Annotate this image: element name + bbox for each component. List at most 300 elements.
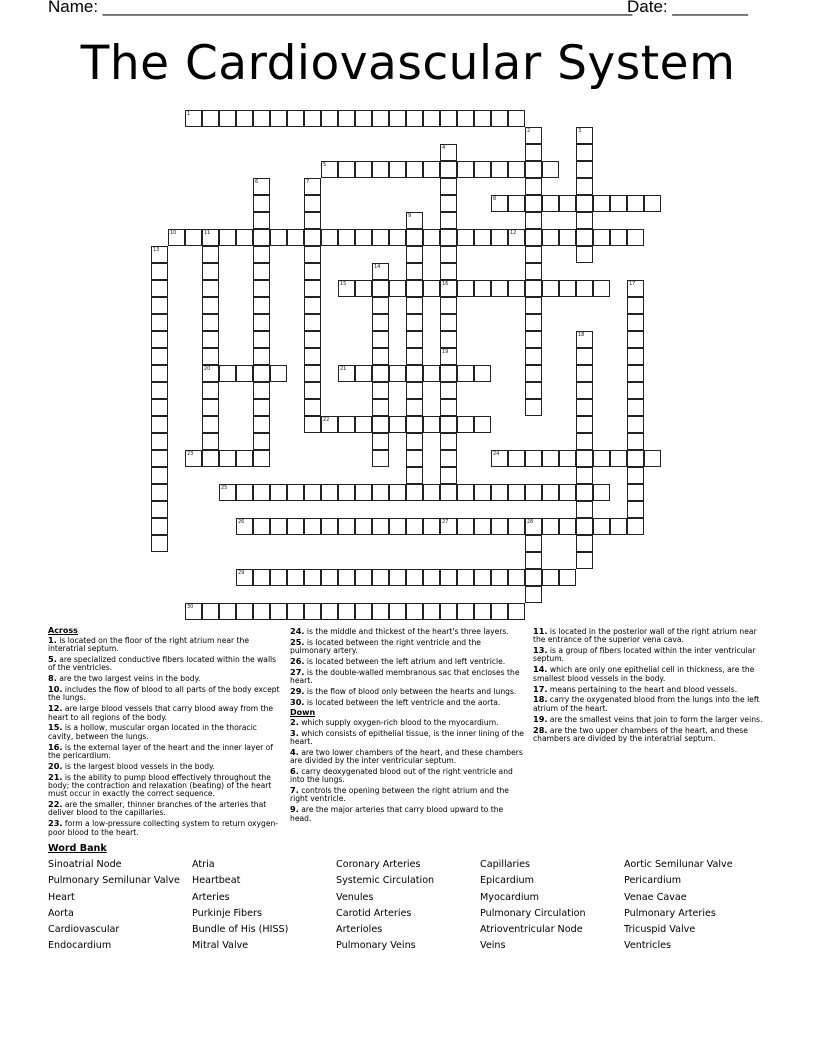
crossword-cell[interactable] [593, 484, 610, 501]
crossword-cell[interactable] [372, 603, 389, 620]
crossword-cell[interactable] [491, 161, 508, 178]
crossword-cell[interactable] [627, 331, 644, 348]
crossword-cell[interactable] [440, 382, 457, 399]
crossword-cell[interactable] [576, 552, 593, 569]
crossword-cell[interactable] [236, 229, 253, 246]
crossword-cell[interactable] [355, 110, 372, 127]
crossword-cell[interactable] [304, 246, 321, 263]
crossword-cell[interactable] [491, 603, 508, 620]
crossword-cell[interactable] [440, 314, 457, 331]
crossword-cell[interactable] [457, 603, 474, 620]
crossword-cell[interactable] [440, 569, 457, 586]
crossword-cell[interactable] [559, 280, 576, 297]
crossword-cell[interactable] [151, 331, 168, 348]
crossword-cell[interactable] [559, 569, 576, 586]
crossword-cell[interactable] [474, 484, 491, 501]
crossword-cell[interactable] [406, 348, 423, 365]
crossword-cell[interactable] [236, 365, 253, 382]
crossword-cell[interactable] [491, 195, 508, 212]
crossword-cell[interactable] [372, 280, 389, 297]
crossword-cell[interactable] [270, 518, 287, 535]
crossword-cell[interactable] [202, 331, 219, 348]
crossword-cell[interactable] [525, 144, 542, 161]
crossword-cell[interactable] [627, 484, 644, 501]
crossword-cell[interactable] [287, 229, 304, 246]
crossword-cell[interactable] [372, 314, 389, 331]
crossword-cell[interactable] [457, 161, 474, 178]
crossword-cell[interactable] [440, 518, 457, 535]
crossword-cell[interactable] [423, 416, 440, 433]
crossword-cell[interactable] [440, 212, 457, 229]
crossword-cell[interactable] [372, 450, 389, 467]
crossword-cell[interactable] [559, 229, 576, 246]
crossword-cell[interactable] [474, 569, 491, 586]
crossword-cell[interactable] [525, 212, 542, 229]
crossword-cell[interactable] [406, 297, 423, 314]
crossword-cell[interactable] [304, 212, 321, 229]
crossword-cell[interactable] [542, 518, 559, 535]
crossword-cell[interactable] [253, 450, 270, 467]
crossword-cell[interactable] [576, 518, 593, 535]
crossword-cell[interactable] [593, 195, 610, 212]
crossword-cell[interactable] [287, 518, 304, 535]
crossword-cell[interactable] [219, 484, 236, 501]
crossword-cell[interactable] [151, 433, 168, 450]
crossword-cell[interactable] [474, 110, 491, 127]
crossword-cell[interactable] [202, 399, 219, 416]
crossword-cell[interactable] [423, 280, 440, 297]
crossword-cell[interactable] [355, 569, 372, 586]
crossword-cell[interactable] [627, 433, 644, 450]
crossword-cell[interactable] [406, 518, 423, 535]
crossword-cell[interactable] [355, 229, 372, 246]
crossword-cell[interactable] [372, 382, 389, 399]
crossword-cell[interactable] [253, 331, 270, 348]
crossword-cell[interactable] [457, 280, 474, 297]
crossword-cell[interactable] [304, 195, 321, 212]
crossword-cell[interactable] [627, 195, 644, 212]
crossword-cell[interactable] [338, 110, 355, 127]
crossword-cell[interactable] [304, 484, 321, 501]
crossword-cell[interactable] [253, 348, 270, 365]
crossword-cell[interactable] [372, 331, 389, 348]
crossword-cell[interactable] [491, 450, 508, 467]
crossword-cell[interactable] [372, 297, 389, 314]
crossword-cell[interactable] [202, 450, 219, 467]
crossword-cell[interactable] [202, 229, 219, 246]
crossword-cell[interactable] [576, 144, 593, 161]
crossword-cell[interactable] [389, 518, 406, 535]
crossword-cell[interactable] [202, 416, 219, 433]
crossword-cell[interactable] [168, 229, 185, 246]
crossword-cell[interactable] [236, 518, 253, 535]
crossword-cell[interactable] [389, 229, 406, 246]
crossword-cell[interactable] [491, 280, 508, 297]
crossword-cell[interactable] [542, 484, 559, 501]
crossword-cell[interactable] [389, 161, 406, 178]
crossword-cell[interactable] [508, 229, 525, 246]
crossword-cell[interactable] [440, 416, 457, 433]
crossword-cell[interactable] [253, 297, 270, 314]
crossword-cell[interactable] [440, 467, 457, 484]
crossword-cell[interactable] [372, 161, 389, 178]
crossword-cell[interactable] [185, 450, 202, 467]
crossword-cell[interactable] [202, 110, 219, 127]
crossword-cell[interactable] [355, 416, 372, 433]
crossword-cell[interactable] [389, 365, 406, 382]
crossword-cell[interactable] [576, 229, 593, 246]
crossword-cell[interactable] [406, 246, 423, 263]
crossword-cell[interactable] [491, 110, 508, 127]
crossword-cell[interactable] [576, 195, 593, 212]
crossword-cell[interactable] [253, 229, 270, 246]
crossword-cell[interactable] [576, 331, 593, 348]
crossword-cell[interactable] [253, 569, 270, 586]
crossword-cell[interactable] [627, 280, 644, 297]
crossword-cell[interactable] [304, 518, 321, 535]
crossword-cell[interactable] [440, 161, 457, 178]
crossword-cell[interactable] [525, 382, 542, 399]
crossword-cell[interactable] [219, 229, 236, 246]
crossword-cell[interactable] [338, 603, 355, 620]
crossword-cell[interactable] [525, 297, 542, 314]
crossword-cell[interactable] [389, 280, 406, 297]
crossword-cell[interactable] [219, 365, 236, 382]
crossword-cell[interactable] [627, 416, 644, 433]
crossword-cell[interactable] [559, 518, 576, 535]
crossword-cell[interactable] [576, 212, 593, 229]
crossword-cell[interactable] [525, 535, 542, 552]
crossword-cell[interactable] [406, 382, 423, 399]
crossword-cell[interactable] [304, 416, 321, 433]
crossword-cell[interactable] [236, 484, 253, 501]
crossword-cell[interactable] [542, 569, 559, 586]
crossword-cell[interactable] [389, 110, 406, 127]
crossword-cell[interactable] [304, 297, 321, 314]
crossword-cell[interactable] [202, 348, 219, 365]
crossword-cell[interactable] [525, 263, 542, 280]
crossword-cell[interactable] [525, 484, 542, 501]
crossword-cell[interactable] [627, 314, 644, 331]
crossword-cell[interactable] [440, 603, 457, 620]
crossword-cell[interactable] [202, 433, 219, 450]
crossword-cell[interactable] [525, 331, 542, 348]
crossword-cell[interactable] [219, 110, 236, 127]
crossword-cell[interactable] [253, 399, 270, 416]
crossword-cell[interactable] [627, 348, 644, 365]
crossword-cell[interactable] [406, 110, 423, 127]
crossword-cell[interactable] [338, 416, 355, 433]
crossword-cell[interactable] [151, 416, 168, 433]
crossword-cell[interactable] [440, 348, 457, 365]
crossword-cell[interactable] [627, 365, 644, 382]
crossword-cell[interactable] [593, 229, 610, 246]
crossword-cell[interactable] [372, 416, 389, 433]
crossword-cell[interactable] [525, 586, 542, 603]
crossword-cell[interactable] [525, 365, 542, 382]
crossword-cell[interactable] [406, 331, 423, 348]
crossword-cell[interactable] [321, 569, 338, 586]
crossword-cell[interactable] [389, 569, 406, 586]
crossword-cell[interactable] [389, 603, 406, 620]
crossword-cell[interactable] [304, 229, 321, 246]
crossword-cell[interactable] [457, 569, 474, 586]
crossword-cell[interactable] [151, 280, 168, 297]
crossword-cell[interactable] [440, 229, 457, 246]
crossword-cell[interactable] [372, 110, 389, 127]
crossword-cell[interactable] [253, 382, 270, 399]
crossword-cell[interactable] [287, 110, 304, 127]
crossword-cell[interactable] [525, 229, 542, 246]
crossword-cell[interactable] [610, 195, 627, 212]
crossword-cell[interactable] [321, 603, 338, 620]
crossword-cell[interactable] [304, 603, 321, 620]
crossword-cell[interactable] [627, 382, 644, 399]
crossword-cell[interactable] [525, 178, 542, 195]
crossword-cell[interactable] [644, 450, 661, 467]
crossword-cell[interactable] [151, 518, 168, 535]
crossword-cell[interactable] [321, 484, 338, 501]
crossword-cell[interactable] [576, 484, 593, 501]
crossword-cell[interactable] [253, 212, 270, 229]
crossword-cell[interactable] [236, 569, 253, 586]
crossword-cell[interactable] [321, 110, 338, 127]
crossword-cell[interactable] [525, 161, 542, 178]
crossword-cell[interactable] [508, 110, 525, 127]
crossword-cell[interactable] [372, 484, 389, 501]
crossword-cell[interactable] [406, 229, 423, 246]
crossword-cell[interactable] [321, 416, 338, 433]
crossword-cell[interactable] [406, 450, 423, 467]
crossword-cell[interactable] [253, 365, 270, 382]
crossword-cell[interactable] [304, 314, 321, 331]
crossword-cell[interactable] [202, 603, 219, 620]
crossword-cell[interactable] [338, 229, 355, 246]
crossword-cell[interactable] [219, 603, 236, 620]
crossword-cell[interactable] [491, 569, 508, 586]
crossword-cell[interactable] [304, 280, 321, 297]
crossword-cell[interactable] [525, 127, 542, 144]
crossword-cell[interactable] [474, 365, 491, 382]
crossword-cell[interactable] [491, 518, 508, 535]
crossword-cell[interactable] [576, 450, 593, 467]
crossword-cell[interactable] [423, 569, 440, 586]
crossword-cell[interactable] [440, 195, 457, 212]
crossword-cell[interactable] [406, 280, 423, 297]
crossword-cell[interactable] [372, 518, 389, 535]
crossword-cell[interactable] [270, 569, 287, 586]
crossword-cell[interactable] [440, 433, 457, 450]
crossword-cell[interactable] [576, 348, 593, 365]
crossword-cell[interactable] [559, 195, 576, 212]
crossword-cell[interactable] [406, 433, 423, 450]
crossword-cell[interactable] [270, 603, 287, 620]
crossword-cell[interactable] [440, 365, 457, 382]
crossword-cell[interactable] [304, 382, 321, 399]
crossword-cell[interactable] [508, 280, 525, 297]
crossword-cell[interactable] [372, 365, 389, 382]
crossword-cell[interactable] [542, 161, 559, 178]
crossword-cell[interactable] [627, 297, 644, 314]
crossword-cell[interactable] [304, 263, 321, 280]
crossword-cell[interactable] [304, 331, 321, 348]
crossword-cell[interactable] [423, 161, 440, 178]
crossword-cell[interactable] [525, 246, 542, 263]
crossword-cell[interactable] [151, 246, 168, 263]
crossword-cell[interactable] [457, 365, 474, 382]
crossword-cell[interactable] [185, 603, 202, 620]
crossword-cell[interactable] [355, 603, 372, 620]
crossword-cell[interactable] [542, 450, 559, 467]
crossword-cell[interactable] [406, 416, 423, 433]
crossword-cell[interactable] [440, 178, 457, 195]
crossword-cell[interactable] [202, 382, 219, 399]
crossword-cell[interactable] [542, 195, 559, 212]
crossword-cell[interactable] [253, 263, 270, 280]
crossword-cell[interactable] [304, 178, 321, 195]
crossword-cell[interactable] [389, 484, 406, 501]
crossword-cell[interactable] [440, 246, 457, 263]
crossword-cell[interactable] [457, 110, 474, 127]
crossword-cell[interactable] [151, 365, 168, 382]
crossword-cell[interactable] [440, 144, 457, 161]
crossword-cell[interactable] [270, 229, 287, 246]
crossword-cell[interactable] [508, 195, 525, 212]
crossword-cell[interactable] [610, 518, 627, 535]
crossword-cell[interactable] [423, 603, 440, 620]
crossword-cell[interactable] [338, 569, 355, 586]
crossword-cell[interactable] [610, 450, 627, 467]
crossword-cell[interactable] [321, 161, 338, 178]
crossword-cell[interactable] [440, 297, 457, 314]
crossword-cell[interactable] [474, 518, 491, 535]
crossword-cell[interactable] [508, 161, 525, 178]
crossword-cell[interactable] [253, 433, 270, 450]
crossword-cell[interactable] [525, 195, 542, 212]
crossword-cell[interactable] [627, 229, 644, 246]
name-field[interactable]: Name: ________________________________________________________ [48, 0, 633, 16]
crossword-cell[interactable] [440, 263, 457, 280]
crossword-cell[interactable] [253, 314, 270, 331]
crossword-cell[interactable] [576, 161, 593, 178]
crossword-cell[interactable] [151, 501, 168, 518]
crossword-cell[interactable] [151, 263, 168, 280]
crossword-cell[interactable] [525, 552, 542, 569]
crossword-cell[interactable] [372, 569, 389, 586]
crossword-cell[interactable] [202, 263, 219, 280]
crossword-cell[interactable] [406, 263, 423, 280]
crossword-cell[interactable] [338, 365, 355, 382]
crossword-cell[interactable] [270, 110, 287, 127]
crossword-cell[interactable] [542, 229, 559, 246]
crossword-cell[interactable] [151, 467, 168, 484]
crossword-cell[interactable] [151, 535, 168, 552]
crossword-cell[interactable] [576, 399, 593, 416]
crossword-cell[interactable] [372, 263, 389, 280]
crossword-cell[interactable] [304, 348, 321, 365]
crossword-cell[interactable] [508, 603, 525, 620]
crossword-cell[interactable] [253, 195, 270, 212]
crossword-cell[interactable] [287, 603, 304, 620]
crossword-cell[interactable] [372, 399, 389, 416]
crossword-cell[interactable] [525, 399, 542, 416]
crossword-cell[interactable] [355, 280, 372, 297]
crossword-cell[interactable] [508, 450, 525, 467]
crossword-cell[interactable] [406, 399, 423, 416]
crossword-cell[interactable] [270, 365, 287, 382]
crossword-cell[interactable] [525, 280, 542, 297]
crossword-cell[interactable] [457, 416, 474, 433]
crossword-cell[interactable] [338, 518, 355, 535]
crossword-cell[interactable] [627, 399, 644, 416]
crossword-cell[interactable] [253, 603, 270, 620]
crossword-cell[interactable] [202, 280, 219, 297]
crossword-cell[interactable] [253, 178, 270, 195]
crossword-cell[interactable] [474, 416, 491, 433]
crossword-cell[interactable] [576, 416, 593, 433]
crossword-cell[interactable] [355, 518, 372, 535]
crossword-cell[interactable] [440, 399, 457, 416]
crossword-cell[interactable] [151, 450, 168, 467]
crossword-cell[interactable] [474, 280, 491, 297]
crossword-cell[interactable] [457, 229, 474, 246]
crossword-cell[interactable] [304, 399, 321, 416]
crossword-cell[interactable] [287, 569, 304, 586]
crossword-cell[interactable] [406, 161, 423, 178]
crossword-cell[interactable] [440, 110, 457, 127]
crossword-cell[interactable] [508, 484, 525, 501]
crossword-cell[interactable] [202, 246, 219, 263]
crossword-cell[interactable] [185, 110, 202, 127]
crossword-cell[interactable] [423, 484, 440, 501]
crossword-cell[interactable] [253, 280, 270, 297]
crossword-cell[interactable] [474, 161, 491, 178]
crossword-cell[interactable] [423, 110, 440, 127]
crossword-cell[interactable] [474, 603, 491, 620]
crossword-cell[interactable] [151, 297, 168, 314]
crossword-cell[interactable] [253, 246, 270, 263]
crossword-cell[interactable] [406, 314, 423, 331]
crossword-cell[interactable] [355, 365, 372, 382]
crossword-cell[interactable] [525, 314, 542, 331]
crossword-cell[interactable] [576, 433, 593, 450]
crossword-cell[interactable] [202, 365, 219, 382]
crossword-cell[interactable] [321, 518, 338, 535]
crossword-cell[interactable] [372, 433, 389, 450]
crossword-cell[interactable] [627, 518, 644, 535]
crossword-cell[interactable] [542, 280, 559, 297]
crossword-cell[interactable] [151, 484, 168, 501]
crossword-cell[interactable] [440, 450, 457, 467]
crossword-cell[interactable] [253, 518, 270, 535]
crossword-cell[interactable] [151, 314, 168, 331]
crossword-cell[interactable] [304, 569, 321, 586]
crossword-cell[interactable] [576, 178, 593, 195]
crossword-cell[interactable] [304, 365, 321, 382]
crossword-cell[interactable] [389, 416, 406, 433]
crossword-cell[interactable] [338, 484, 355, 501]
crossword-cell[interactable] [593, 280, 610, 297]
crossword-cell[interactable] [406, 569, 423, 586]
crossword-cell[interactable] [525, 518, 542, 535]
crossword-cell[interactable] [287, 484, 304, 501]
crossword-cell[interactable] [627, 450, 644, 467]
crossword-cell[interactable] [525, 569, 542, 586]
crossword-cell[interactable] [151, 348, 168, 365]
crossword-cell[interactable] [576, 280, 593, 297]
crossword-cell[interactable] [525, 450, 542, 467]
crossword-cell[interactable] [185, 229, 202, 246]
